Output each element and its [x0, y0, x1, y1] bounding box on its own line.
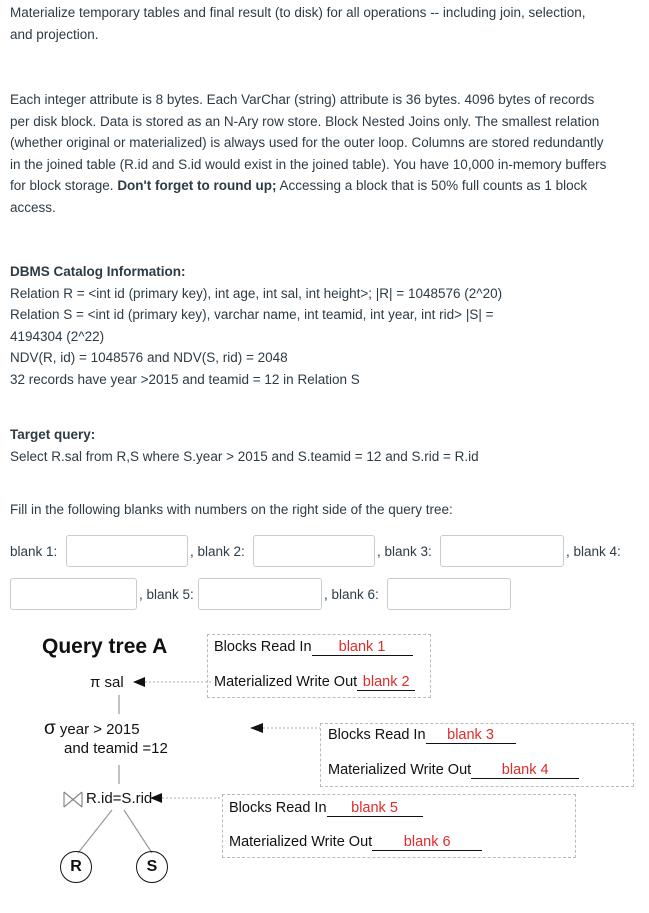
- write-out-label: Materialized Write Out: [229, 834, 373, 850]
- catalog-line: NDV(R, id) = 1048576 and NDV(S, rid) = 2048: [10, 350, 288, 366]
- blank-5-input[interactable]: [198, 578, 322, 610]
- blank-6-marker: blank 6: [403, 834, 451, 850]
- arrow-left-icon: [133, 677, 145, 687]
- blank-1-input[interactable]: [66, 535, 188, 567]
- intro-paragraph: [10, 2, 640, 45]
- blank-4-input[interactable]: [10, 578, 137, 610]
- selection-condition: year > 2015: [59, 721, 140, 738]
- blank-4-label: , blank 4:: [566, 544, 621, 559]
- write-out-label: Materialized Write Out: [328, 762, 472, 778]
- selection-node: [44, 719, 168, 758]
- selection-blocks-read: [328, 727, 516, 744]
- blank-3-label: , blank 3:: [377, 544, 432, 559]
- edge-join-s: [124, 810, 152, 853]
- blocks-read-label: Blocks Read In: [229, 800, 327, 816]
- join-blocks-read: [229, 800, 423, 817]
- assumption-line: [10, 175, 640, 197]
- blank-2-input[interactable]: [253, 535, 375, 567]
- blank-3-input[interactable]: [440, 535, 564, 567]
- pi-icon: π: [90, 674, 101, 691]
- bowtie-join-icon: [64, 792, 82, 807]
- target-section: [10, 424, 640, 467]
- round-up-note: Don't forget to round up;: [117, 178, 277, 194]
- projection-attr: sal: [104, 674, 124, 691]
- join-write-out: [229, 834, 482, 851]
- selection-condition: and teamid =12: [64, 740, 168, 757]
- relation-s-node: S: [136, 851, 168, 883]
- projection-blocks-read: [214, 639, 413, 656]
- blank-6-input[interactable]: [387, 578, 511, 610]
- selection-write-out: [328, 762, 579, 779]
- query-tree-figure: [0, 620, 649, 910]
- write-out-label: Materialized Write Out: [214, 674, 358, 690]
- blank-5-label: , blank 5:: [139, 587, 194, 602]
- blank-1-label: blank 1:: [10, 544, 58, 559]
- instructions-text: Fill in the following blanks with numbers on the right side of the query tree:: [10, 502, 453, 517]
- blank-3-marker: blank 3: [447, 727, 494, 743]
- assumptions-paragraph: [10, 89, 640, 219]
- catalog-line: 32 records have year >2015 and teamid = 12 in Relation S: [10, 371, 360, 387]
- assumption-line: in the joined table (R.id and S.id would exist in the joined table). You have 10,000 in-memory buffers: [10, 156, 607, 172]
- intro-line: and projection.: [10, 26, 99, 42]
- target-query: Select R.sal from R,S where S.year > 2015 and S.teamid = 12 and S.rid = R.id: [10, 448, 479, 464]
- blocks-read-label: Blocks Read In: [328, 727, 426, 743]
- assumption-text: for block storage.: [10, 178, 118, 194]
- catalog-line: Relation S = <int id (primary key), varchar name, int teamid, int year, int rid> |S| =: [10, 307, 494, 323]
- join-node: R.id=S.rid: [86, 790, 153, 807]
- target-heading: Target query:: [10, 427, 96, 442]
- assumption-text: Accessing a block that is 50% full counts as 1 block: [276, 178, 588, 194]
- blank-4-marker: blank 4: [501, 762, 549, 778]
- intro-line: Materialize temporary tables and final result (to disk) for all operations -- including join, selection,: [10, 5, 586, 20]
- sigma-icon: σ: [44, 718, 56, 739]
- assumption-line: access.: [10, 199, 56, 215]
- catalog-heading: DBMS Catalog Information:: [10, 264, 186, 279]
- blank-6-label: , blank 6:: [324, 587, 379, 602]
- projection-node: [90, 674, 124, 691]
- assumption-line: per disk block. Data is stored as an N-Ary row store. Block Nested Joins only. The smallest relation: [10, 113, 600, 129]
- blank-5-marker: blank 5: [351, 800, 398, 816]
- instructions: [10, 499, 640, 521]
- query-tree-title: Query tree A: [42, 635, 168, 658]
- edge-join-r: [78, 810, 112, 853]
- catalog-section: [10, 261, 640, 391]
- blank-2-label: , blank 2:: [190, 544, 245, 559]
- projection-write-out: [214, 674, 415, 691]
- blocks-read-label: Blocks Read In: [214, 639, 312, 655]
- blank-1-marker: blank 1: [338, 639, 386, 655]
- relation-r-node: R: [60, 851, 92, 883]
- blank-2-marker: blank 2: [362, 674, 410, 690]
- assumption-line: Each integer attribute is 8 bytes. Each VarChar (string) attribute is 36 bytes. 4096 bytes of records: [10, 92, 595, 107]
- catalog-line: 4194304 (2^22): [10, 328, 105, 344]
- catalog-line: Relation R = <int id (primary key), int age, int sal, int height>; |R| = 1048576 (2^20): [10, 285, 503, 301]
- arrow-left-icon: [250, 723, 263, 733]
- assumption-line: (whether original or materialized) is always used for the outer loop. Columns are stored redundantly: [10, 135, 604, 151]
